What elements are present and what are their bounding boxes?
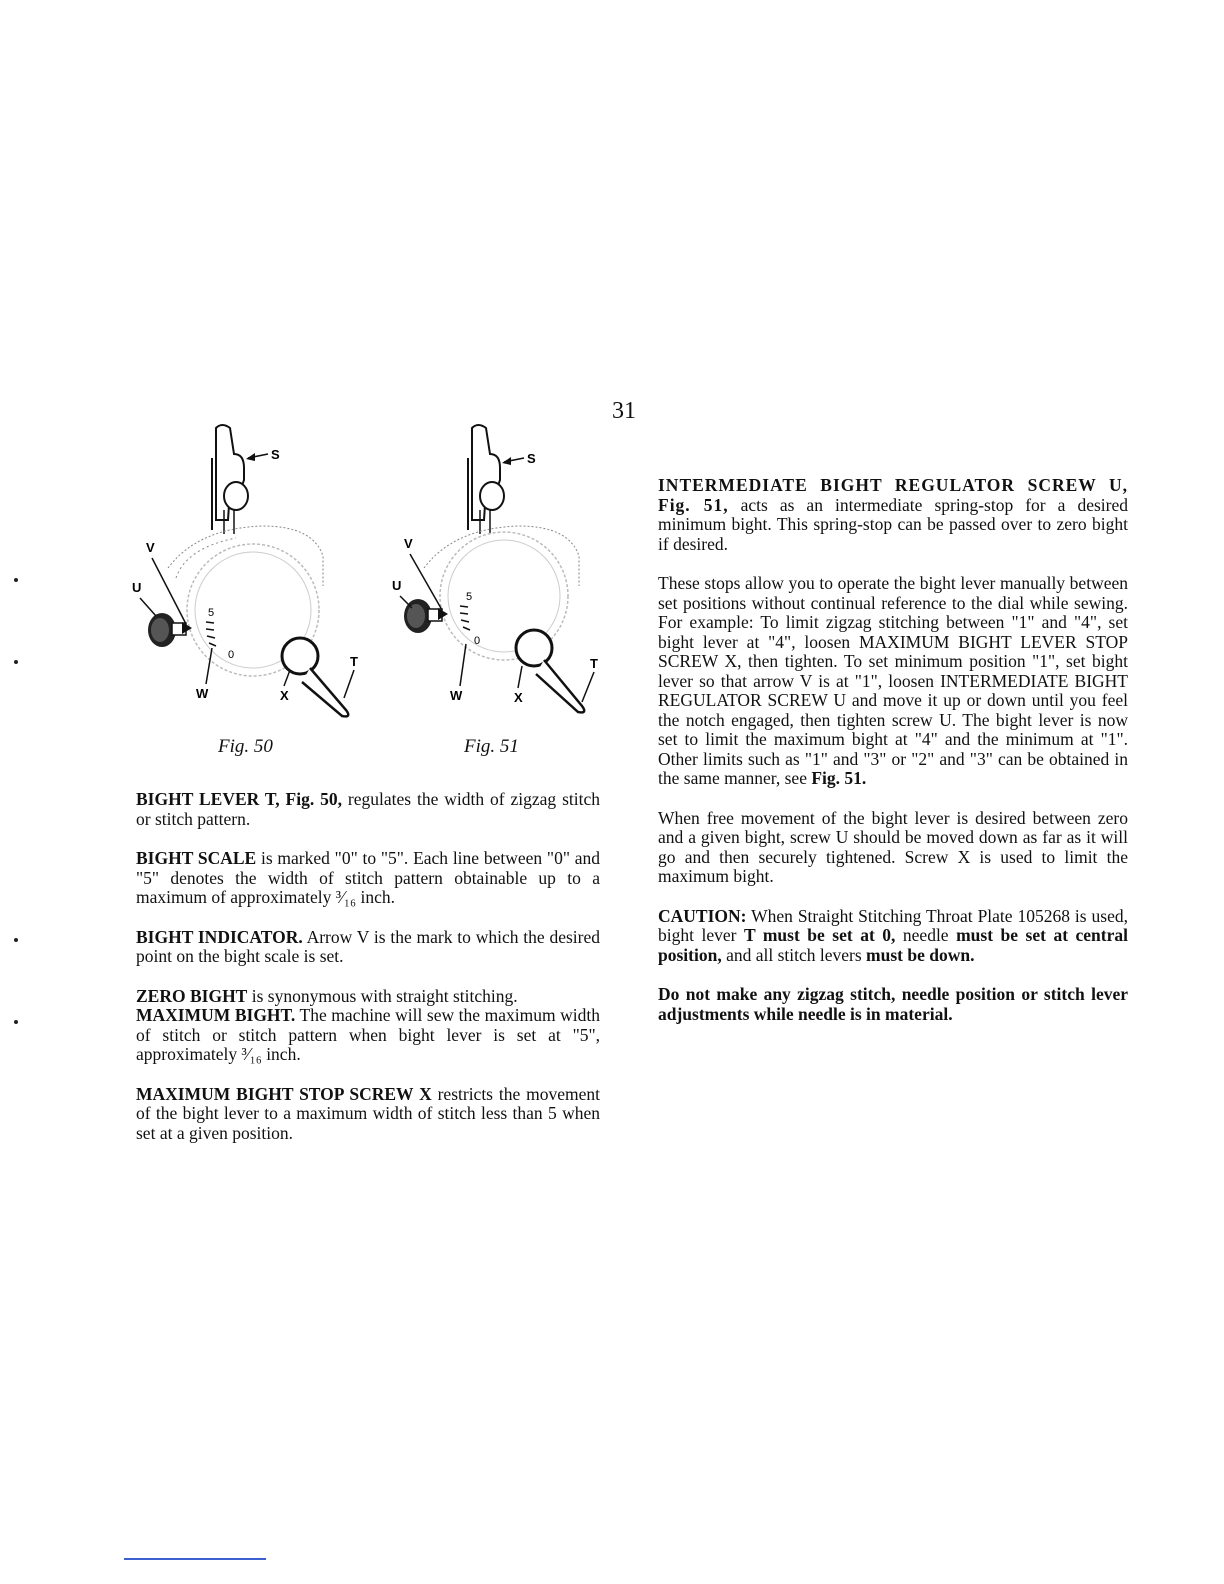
heading-bight-indicator: BIGHT INDICATOR.: [136, 926, 303, 947]
footer-rule: [124, 1558, 266, 1560]
heading-caution: CAUTION:: [658, 905, 747, 926]
heading-zero-bight: ZERO BIGHT: [136, 985, 248, 1006]
label-v: V: [146, 540, 155, 555]
figure-50-caption: Fig. 50: [218, 736, 273, 757]
figure-51-caption: Fig. 51: [464, 736, 519, 757]
right-column: [658, 476, 1128, 1044]
paragraph-stops: These stops allow you to operate the bight lever manually between set positions without continual reference to the dial while sewing. For example: To limit zigzag stitching between "1" and "4", set bight lever at "4", loosen MAXIMUM BIGHT LEVER STOP SCREW X, then tighten. To set minimum position "1", set bight lever so that arrow V is at "1", loosen INTERMEDIATE BIGHT REGULATOR SCREW U and move it up or down until you feel the notch engaged, then tighten screw U. The bight lever is now set to limit the maximum bight at "4" and the minimum at "1". Other limits such as "1" and "3" or "2" and "3" can be obtained in the same manner, see Fig. 51.: [658, 573, 1128, 788]
label-w: W: [196, 686, 209, 701]
paragraph-max-bight-stop-screw: MAXIMUM BIGHT STOP SCREW X restricts the movement of the bight lever to a maximum width of stitch less than 5 when set at a given position.: [136, 1083, 600, 1143]
paragraph-bight-scale: BIGHT SCALE is marked "0" to "5". Each line between "0" and "5" denotes the width of stitch pattern obtainable up to a maximum of approximately ³⁄₁₆ inch.: [136, 848, 601, 907]
label-u: U: [132, 580, 142, 595]
heading-maximum-bight: MAXIMUM BIGHT.: [136, 1005, 296, 1025]
paragraph-warning: [658, 985, 1128, 1024]
paragraph-zero-max-bight: ZERO BIGHT is synonymous with straight stitching. MAXIMUM BIGHT. The machine will sew the maximum width of stitch or stitch pattern when bight lever is set at "5", approximately ³⁄₁₆ inch.: [136, 985, 600, 1064]
figure-50-illustration: [128, 418, 378, 738]
label-s: S: [271, 447, 280, 462]
paragraph-bight-indicator: BIGHT INDICATOR. Arrow V is the mark to which the desired point on the bight scale is set.: [136, 926, 600, 966]
warning-text: Do not make any zigzag stitch, needle position or stitch lever adjustments while needle is in material.: [658, 984, 1128, 1024]
label-s: S: [527, 451, 536, 466]
heading-intermediate-regulator: INTERMEDIATE BIGHT REGULATOR SCREW U, Fig. 51,: [658, 475, 1128, 515]
label-x: X: [280, 688, 289, 703]
paragraph-bight-lever: BIGHT LEVER T, Fig. 50, regulates the width of zigzag stitch or stitch pattern.: [136, 789, 601, 829]
scale-label-0: 0: [474, 635, 481, 647]
paragraph-free-movement: When free movement of the bight lever is desired between zero and a given bight, screw U should be moved down as far as it will go and then securely tightened. Screw X is used to limit the maximum bight.: [658, 807, 1128, 886]
label-t: T: [350, 654, 358, 669]
binder-mark: [14, 938, 18, 942]
page-number: 31: [612, 398, 636, 424]
scale-label-0: 0: [228, 649, 235, 661]
left-column: [136, 790, 600, 1163]
fig-51-reference: Fig. 51.: [806, 768, 867, 788]
heading-bight-lever: BIGHT LEVER T, Fig. 50,: [136, 789, 342, 809]
paragraph-intermediate-regulator: INTERMEDIATE BIGHT REGULATOR SCREW U, Fig. 51, acts as an intermediate spring-stop for a desired minimum bight. This spring-stop can be passed over to zero bight if desired.: [658, 475, 1128, 554]
binder-mark: [14, 660, 18, 664]
label-t: T: [590, 656, 598, 671]
binder-mark: [14, 578, 18, 582]
figure-51-illustration: [384, 418, 634, 738]
label-v: V: [404, 536, 413, 551]
paragraph-caution: CAUTION: When Straight Stitching Throat Plate 105268 is used, bight lever T must be set at 0, needle must be set at central position, and all stitch levers must be down.: [658, 905, 1128, 965]
scale-label-5: 5: [466, 591, 473, 603]
heading-max-bight-stop-screw: MAXIMUM BIGHT STOP SCREW X: [136, 1083, 432, 1104]
scale-label-5: 5: [208, 607, 215, 619]
bight-dial-drawing-51: [384, 418, 634, 738]
binder-mark: [14, 1020, 18, 1024]
label-w: W: [450, 688, 463, 703]
heading-bight-scale: BIGHT SCALE: [136, 848, 257, 868]
label-x: X: [514, 690, 523, 705]
label-u: U: [392, 578, 402, 593]
bight-dial-drawing-50: [128, 418, 378, 738]
